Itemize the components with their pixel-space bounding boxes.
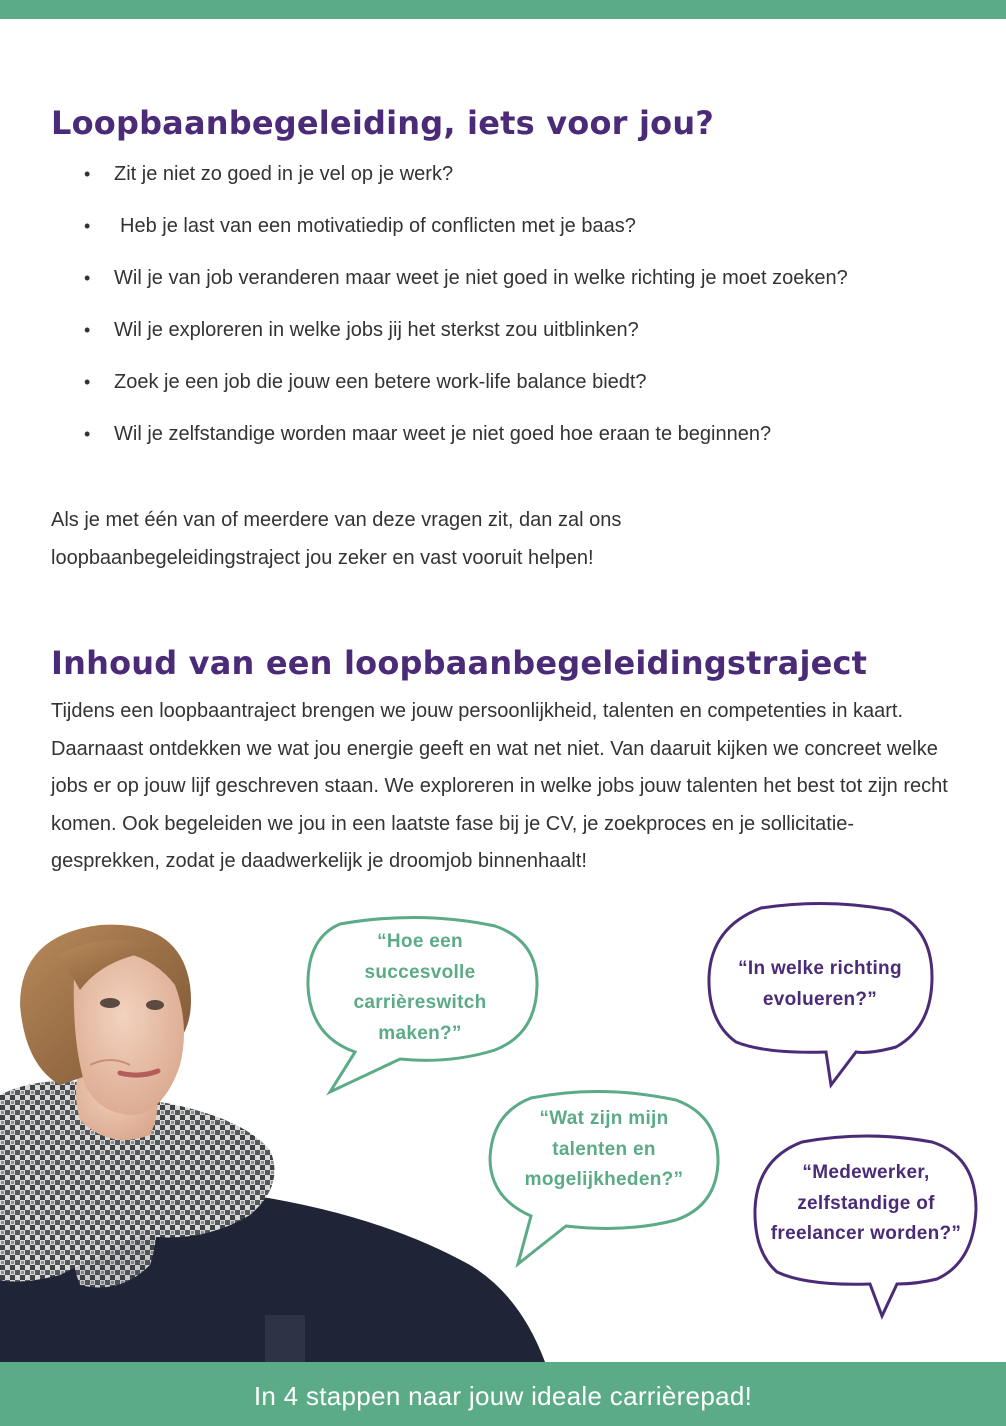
list-item: • Zoek je een job die jouw een betere work-life balance biedt? xyxy=(84,371,647,393)
speech-bubble-carriereswitch: “Hoe een succesvolle carrièreswitch maken?” xyxy=(300,916,540,1098)
content-paragraph: Tijdens een loopbaantraject brengen we jouw persoonlijkheid, talenten en competenties in kaart. Daarnaast ontdekken we wat jou energie geeft en wat net niet. Van daaruit kijken we concreet welke jobs er op jouw lijf geschreven staan. We exploreren in welke jobs jouw talenten het best tot zijn recht komen. Ook begeleiden we jou in een laatste fase bij je CV, je zoekproces en je sollicitatie-gesprekken, zodat je daadwerkelijk je droomjob binnenhaalt! xyxy=(51,700,948,872)
list-item: • Wil je zelfstandige worden maar weet je niet goed hoe eraan te beginnen? xyxy=(84,423,772,445)
intro-paragraph: Als je met één van of meerdere van deze vragen zit, dan zal ons loopbaanbegeleidingstraject jou zeker en vast vooruit helpen! xyxy=(51,509,622,569)
speech-bubble-richting: “In welke richting evolueren?” xyxy=(706,902,934,1088)
list-item: • Wil je exploreren in welke jobs jij het sterkst zou uitblinken? xyxy=(84,319,639,341)
section-title-inhoud: Inhoud van een loopbaanbegeleidingstraject xyxy=(51,644,868,682)
list-item: • Wil je van job veranderen maar weet je niet goed in welke richting je moet zoeken? xyxy=(84,267,848,289)
list-item: • Zit je niet zo goed in je vel op je werk? xyxy=(84,163,454,185)
speech-bubble-talenten: “Wat zijn mijn talenten en mogelijkheden?” xyxy=(486,1088,722,1266)
list-item: • Heb je last van een motivatiedip of conflicten met je baas? xyxy=(84,215,636,237)
question-list xyxy=(84,155,884,467)
top-accent-bar xyxy=(0,0,1006,19)
footer-banner-text: In 4 stappen naar jouw ideale carrièrepad! xyxy=(253,1381,753,1411)
footer-banner xyxy=(0,1362,1006,1426)
speech-bubble-freelancer: “Medewerker, zelfstandige of freelancer worden?” xyxy=(752,1134,980,1318)
section-title-loopbaanbegeleiding: Loopbaanbegeleiding, iets voor jou? xyxy=(51,104,715,142)
